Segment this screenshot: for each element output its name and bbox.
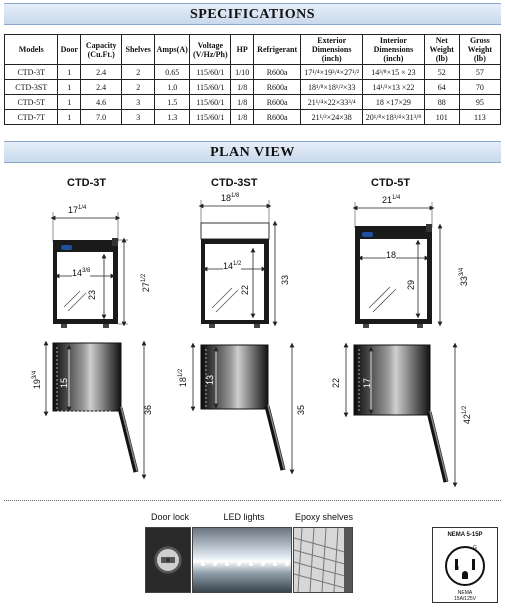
table-cell: 57 bbox=[459, 65, 500, 80]
specifications-table bbox=[4, 34, 501, 125]
col-refrigerant: Refrigerant bbox=[254, 35, 301, 65]
ctd-5t-width-label: $21^{1/4}$ bbox=[382, 195, 401, 205]
table-cell: 3 bbox=[122, 95, 155, 110]
col-interior: Interior Dimensions (inch) bbox=[363, 35, 425, 65]
ctd-3t-inner-height-label: 23 bbox=[87, 289, 98, 301]
table-row bbox=[5, 110, 501, 125]
table-cell: 2.4 bbox=[81, 65, 122, 80]
table-cell: 1/8 bbox=[231, 80, 254, 95]
epoxy-shelves-image bbox=[293, 527, 353, 593]
table-cell: 70 bbox=[459, 80, 500, 95]
table-cell: 1 bbox=[58, 95, 81, 110]
table-cell: 2 bbox=[122, 80, 155, 95]
table-cell: 2.4 bbox=[81, 80, 122, 95]
col-shelves: Shelves bbox=[122, 35, 155, 65]
nema-title: NEMA 5-15P bbox=[447, 532, 483, 538]
nema-bottom-1: NEMA bbox=[457, 590, 473, 596]
led-lights-label: LED lights bbox=[223, 512, 265, 522]
epoxy-shelves-label: Epoxy shelves bbox=[294, 512, 354, 522]
ctd-3t-height-label: $27^{1/2}$ bbox=[141, 273, 152, 293]
nema-plug-box bbox=[432, 527, 498, 603]
table-cell: R600a bbox=[254, 95, 301, 110]
table-cell: 64 bbox=[424, 80, 459, 95]
ctd-5t-front-view bbox=[355, 202, 440, 328]
door-lock-image bbox=[145, 527, 191, 593]
table-cell: 21¹/²×24×38 bbox=[301, 110, 363, 125]
table-cell: 115/60/1 bbox=[190, 65, 231, 80]
table-cell: 18¹/⁸×18¹/²×33 bbox=[301, 80, 363, 95]
table-row bbox=[5, 80, 501, 95]
table-row bbox=[5, 65, 501, 80]
table-cell: CTD-7T bbox=[5, 110, 58, 125]
nema-w-label: W bbox=[454, 566, 460, 572]
ctd-3st-height-label: 33 bbox=[280, 274, 291, 286]
table-cell: 115/60/1 bbox=[190, 80, 231, 95]
ctd-3st-open-depth-label: 35 bbox=[296, 404, 307, 416]
table-cell: 1.3 bbox=[155, 110, 190, 125]
table-cell: 18 ×17×29 bbox=[363, 95, 425, 110]
col-exterior: Exterior Dimensions (inch) bbox=[301, 35, 363, 65]
shelf-grid-icon bbox=[294, 528, 352, 592]
table-cell: 0.65 bbox=[155, 65, 190, 80]
table-cell: CTD-5T bbox=[5, 95, 58, 110]
ctd-3t-open-depth-label: 36 bbox=[143, 404, 154, 416]
ctd-3st-width-label: $18^{1/8}$ bbox=[221, 193, 240, 203]
ctd-3st-depth-label: $18^{1/2}$ bbox=[178, 368, 189, 388]
led-lights-image bbox=[192, 527, 292, 593]
table-cell: 1/8 bbox=[231, 95, 254, 110]
table-cell: R600a bbox=[254, 110, 301, 125]
ctd-3t-side-view bbox=[46, 343, 144, 477]
table-cell: 1/10 bbox=[231, 65, 254, 80]
table-cell: 7.0 bbox=[81, 110, 122, 125]
table-cell: 1.0 bbox=[155, 80, 190, 95]
specifications-header: SPECIFICATIONS bbox=[4, 3, 501, 25]
plan-view-drawing bbox=[0, 190, 505, 500]
nema-plug-icon bbox=[433, 541, 497, 591]
table-cell: 52 bbox=[424, 65, 459, 80]
plan-view-header: PLAN VIEW bbox=[4, 141, 501, 163]
ctd-5t-open-depth-label: $42^{1/2}$ bbox=[462, 405, 473, 425]
col-door: Door bbox=[58, 35, 81, 65]
ctd-5t-height-label: $33^{3/4}$ bbox=[459, 267, 470, 287]
table-cell: 1 bbox=[58, 80, 81, 95]
ctd-3t-inner-depth-label: 15 bbox=[59, 377, 70, 389]
col-net-weight: Net Weight (lb) bbox=[424, 35, 459, 65]
ctd-3st-side-view bbox=[193, 345, 292, 472]
ctd-3st-inner-width-label: $14^{1/2}$ bbox=[223, 261, 242, 271]
col-gross-weight: Gross Weight (lb) bbox=[459, 35, 500, 65]
model-title-ctd-3t: CTD-3T bbox=[67, 177, 107, 189]
table-cell: 1/8 bbox=[231, 110, 254, 125]
table-cell: 115/60/1 bbox=[190, 110, 231, 125]
table-cell: 14¹/²×13 ×22 bbox=[363, 80, 425, 95]
col-capacity: Capacity (Cu.Ft.) bbox=[81, 35, 122, 65]
ctd-3t-depth-label: $19^{3/4}$ bbox=[32, 370, 43, 390]
led-strip-icon bbox=[193, 528, 291, 592]
table-cell: R600a bbox=[254, 80, 301, 95]
model-title-ctd-3st: CTD-3ST bbox=[211, 177, 258, 189]
col-voltage: Voltage (V/Hz/Ph) bbox=[190, 35, 231, 65]
table-cell: CTD-3T bbox=[5, 65, 58, 80]
door-lock-label: Door lock bbox=[150, 512, 189, 522]
table-cell: 1 bbox=[58, 65, 81, 80]
table-cell: 88 bbox=[424, 95, 459, 110]
ctd-3t-front-view bbox=[53, 212, 128, 328]
nema-g-label: G bbox=[473, 545, 477, 551]
table-cell: 2 bbox=[122, 65, 155, 80]
nema-bottom-2: 15A/125V bbox=[454, 596, 476, 602]
door-lock-icon bbox=[146, 528, 190, 592]
table-header-row bbox=[5, 35, 501, 65]
table-cell: 4.6 bbox=[81, 95, 122, 110]
table-cell: 101 bbox=[424, 110, 459, 125]
col-models: Models bbox=[5, 35, 58, 65]
ctd-5t-inner-width-label: 18 bbox=[386, 250, 397, 260]
ctd-3st-inner-depth-label: 13 bbox=[205, 374, 216, 386]
table-cell: 17¹/⁴×19³/⁴×27¹/² bbox=[301, 65, 363, 80]
ctd-5t-depth-label: 22 bbox=[331, 377, 342, 389]
table-cell: 3 bbox=[122, 110, 155, 125]
table-cell: 95 bbox=[459, 95, 500, 110]
table-cell: R600a bbox=[254, 65, 301, 80]
table-cell: CTD-3ST bbox=[5, 80, 58, 95]
table-cell: 113 bbox=[459, 110, 500, 125]
col-hp: HP bbox=[231, 35, 254, 65]
table-row bbox=[5, 95, 501, 110]
divider bbox=[4, 500, 501, 501]
ctd-3t-inner-width-label: $14^{3/8}$ bbox=[72, 268, 91, 278]
table-cell: 20¹/⁸×18³/⁴×31³/⁸ bbox=[363, 110, 425, 125]
ctd-3t-width-label: $17^{1/4}$ bbox=[68, 205, 87, 215]
table-cell: 115/60/1 bbox=[190, 95, 231, 110]
table-cell: 1 bbox=[58, 110, 81, 125]
ctd-5t-inner-height-label: 29 bbox=[406, 279, 417, 291]
ctd-5t-side-view bbox=[346, 345, 455, 485]
ctd-3st-inner-height-label: 22 bbox=[240, 284, 251, 296]
model-title-ctd-5t: CTD-5T bbox=[371, 177, 411, 189]
table-cell: 21¹/⁴×22×33³/⁴ bbox=[301, 95, 363, 110]
ctd-5t-inner-depth-label: 17 bbox=[362, 377, 373, 389]
table-cell: 14³/⁸×15 × 23 bbox=[363, 65, 425, 80]
col-amps: Amps(A) bbox=[155, 35, 190, 65]
table-cell: 1.5 bbox=[155, 95, 190, 110]
